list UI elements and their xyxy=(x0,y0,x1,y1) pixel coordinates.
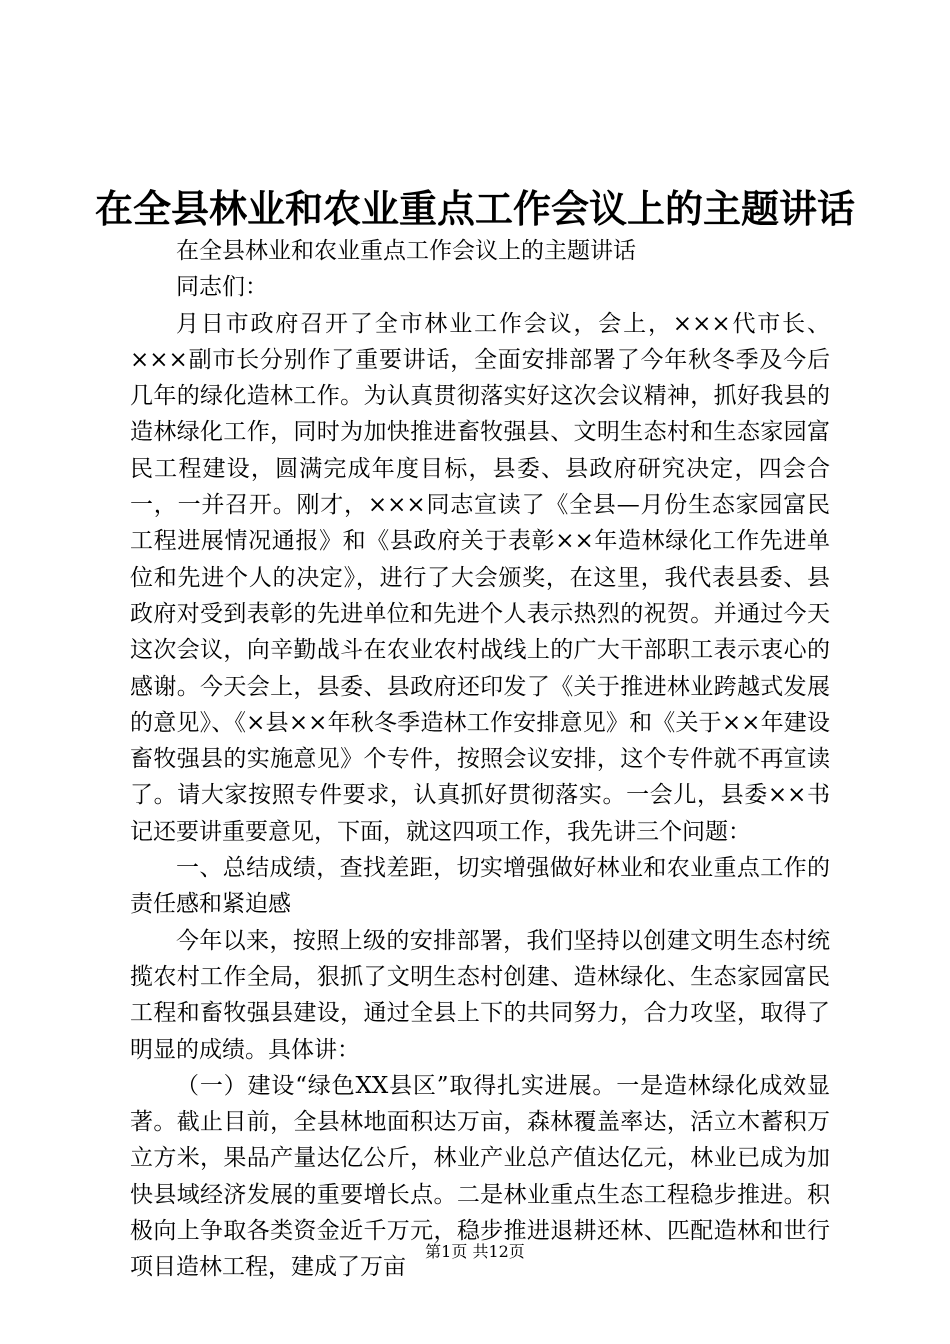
document-title: 在全县林业和农业重点工作会议上的主题讲话 xyxy=(94,186,855,231)
summary-paragraph: 今年以来，按照上级的安排部署，我们坚持以创建文明生态村统揽农村工作全局，狠抓了文明生态村创建、造林绿化、生态家园富民工程和畜牧强县建设，通过全县上下的共同努力，合力攻坚，取得了明显的成绩。具体讲： xyxy=(130,927,830,1063)
page-number-footer: 第1页 共12页 xyxy=(425,1242,525,1261)
subtitle-paragraph: 在全县林业和农业重点工作会议上的主题讲话 xyxy=(176,238,636,264)
section-heading-1: 一、总结成绩，查找差距，切实增强做好林业和农业重点工作的责任感和紧迫感 xyxy=(130,855,830,918)
document-body xyxy=(130,233,830,1286)
salutation-paragraph: 同志们： xyxy=(176,274,268,301)
intro-paragraph: 月日市政府召开了全市林业工作会议，会上，×××代市长、×××副市长分别作了重要讲话，全面安排部署了今年秋冬季及今后几年的绿化造林工作。为认真贯彻落实好这次会议精神，抓好我县的造林绿化工作，同时为加快推进畜牧强县、文明生态村和生态家园富民工程建设，圆满完成年度目标，县委、县政府研究决定，四会合一，一并召开。刚才，×××同志宣读了《全县—月份生态家园富民工程进展情况通报》和《县政府关于表彰××年造林绿化工作先进单位和先进个人的决定》，进行了大会颁奖，在这里，我代表县委、县政府对受到表彰的先进单位和先进个人表示热烈的祝贺。并通过今天这次会议，向辛勤战斗在农业农村战线上的广大干部职工表示衷心的感谢。今天会上，县委、县政府还印发了《关于推进林业跨越式发展的意见》、《×县××年秋冬季造林工作安排意见》和《关于××年建设畜牧强县的实施意见》个专件，按照会议安排，这个专件就不再宣读了。请大家按照专件要求，认真抓好贯彻落实。一会儿，县委××书记还要讲重要意见，下面，就这四项工作，我先讲三个问题： xyxy=(130,310,830,845)
achievements-paragraph: （一）建设“绿色XX县区”取得扎实进展。一是造林绿化成效显著。截止目前，全县林地面积达万亩，森林覆盖率达，活立木蓄积万立方米，果品产量达亿公斤，林业产业总产值达亿元，林业已成为加快县域经济发展的重要增长点。二是林业重点生态工程稳步推进。积极向上争取各类资金近千万元，稳步推进退耕还林、匹配造林和世行项目造林工程，建成了万亩 xyxy=(130,1072,830,1281)
